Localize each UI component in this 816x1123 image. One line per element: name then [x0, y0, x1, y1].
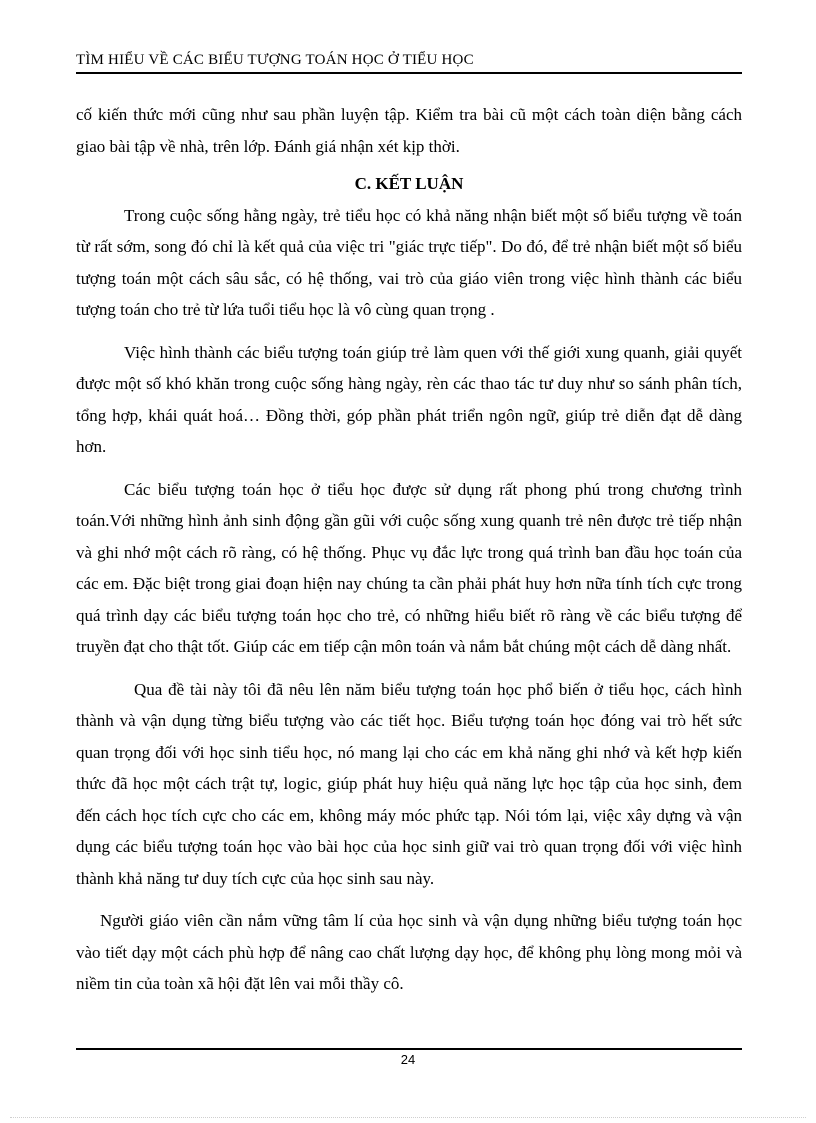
document-body	[76, 99, 742, 1000]
section-heading: C. KẾT LUẬN	[354, 174, 464, 193]
paragraph-1: Trong cuộc sống hằng ngày, trẻ tiểu học có khả năng nhận biết một số biểu tượng về toán từ rất sớm, song đó chỉ là kết quả của việc tri "giác trực tiếp". Do đó, để trẻ nhận biết một số biểu tượng toán một cách sâu sắc, có hệ thống, vai trò của giáo viên trong việc hình thành các biểu tượng toán cho trẻ từ lứa tuổi tiểu học là vô cùng quan trọng .	[76, 205, 742, 319]
page-number: 24	[400, 1052, 416, 1067]
paragraph-5: Người giáo viên cần nắm vững tâm lí của học sinh và vận dụng những biểu tượng toán học vào tiết dạy một cách phù hợp để nâng cao chất lượng dạy học, để không phụ lòng mong mỏi và niềm tin của toàn xã hội đặt lên vai mỗi thầy cô.	[76, 911, 742, 993]
paragraph-4: Qua đề tài này tôi đã nêu lên năm biểu tượng toán học phổ biến ở tiểu học, cách hình thành và vận dụng từng biểu tượng vào các tiết học. Biểu tượng toán học đóng vai trò hết sức quan trọng đối với học sinh tiểu học, nó mang lại cho các em khả năng ghi nhớ và kết hợp kiến thức đã học một cách trật tự, logic, giúp phát huy hiệu quả năng lực học tập của học sinh, đem đến cách học tích cực cho các em, không máy móc phức tạp. Nói tóm lại, việc xây dựng và vận dụng các biểu tượng toán học vào bài học của học sinh giữ vai trò quan trọng đối với việc hình thành khả năng tư duy tích cực của học sinh sau này.	[76, 679, 742, 888]
paragraph-3: Các biểu tượng toán học ở tiểu học được sử dụng rất phong phú trong chương trình toán.Với những hình ảnh sinh động gần gũi với cuộc sống xung quanh trẻ nên được trẻ tiếp nhận và ghi nhớ một cách rõ ràng, có hệ thống. Phục vụ đắc lực trong quá trình ban đầu học toán của các em. Đặc biệt trong giai đoạn hiện nay chúng ta cần phải phát huy hơn nữa tính tích cực trong quá trình dạy các biểu tượng toán học cho trẻ, có những hiểu biết rõ ràng về các biểu tượng để truyền đạt cho thật tốt. Giúp các em tiếp cận môn toán và nắm bắt chúng một cách dễ dàng nhất.	[76, 479, 742, 656]
page-header	[76, 52, 742, 74]
page-edge-divider	[10, 1117, 806, 1118]
paragraph-2: Việc hình thành các biểu tượng toán giúp trẻ làm quen với thế giới xung quanh, giải quyết được một số khó khăn trong cuộc sống hàng ngày, rèn các thao tác tư duy như so sánh phân tích, tổng hợp, khái quát hoá… Đồng thời, góp phần phát triển ngôn ngữ, giúp trẻ diễn đạt dễ dàng hơn.	[76, 342, 742, 456]
paragraph-intro: cố kiến thức mới cũng như sau phần luyện tập. Kiểm tra bài cũ một cách toàn diện bằng cách giao bài tập về nhà, trên lớp. Đánh giá nhận xét kịp thời.	[76, 105, 742, 156]
footer-divider	[76, 1048, 742, 1050]
header-title: TÌM HIỂU VỀ CÁC BIỂU TƯỢNG TOÁN HỌC Ở TIỂU HỌC	[76, 52, 474, 68]
